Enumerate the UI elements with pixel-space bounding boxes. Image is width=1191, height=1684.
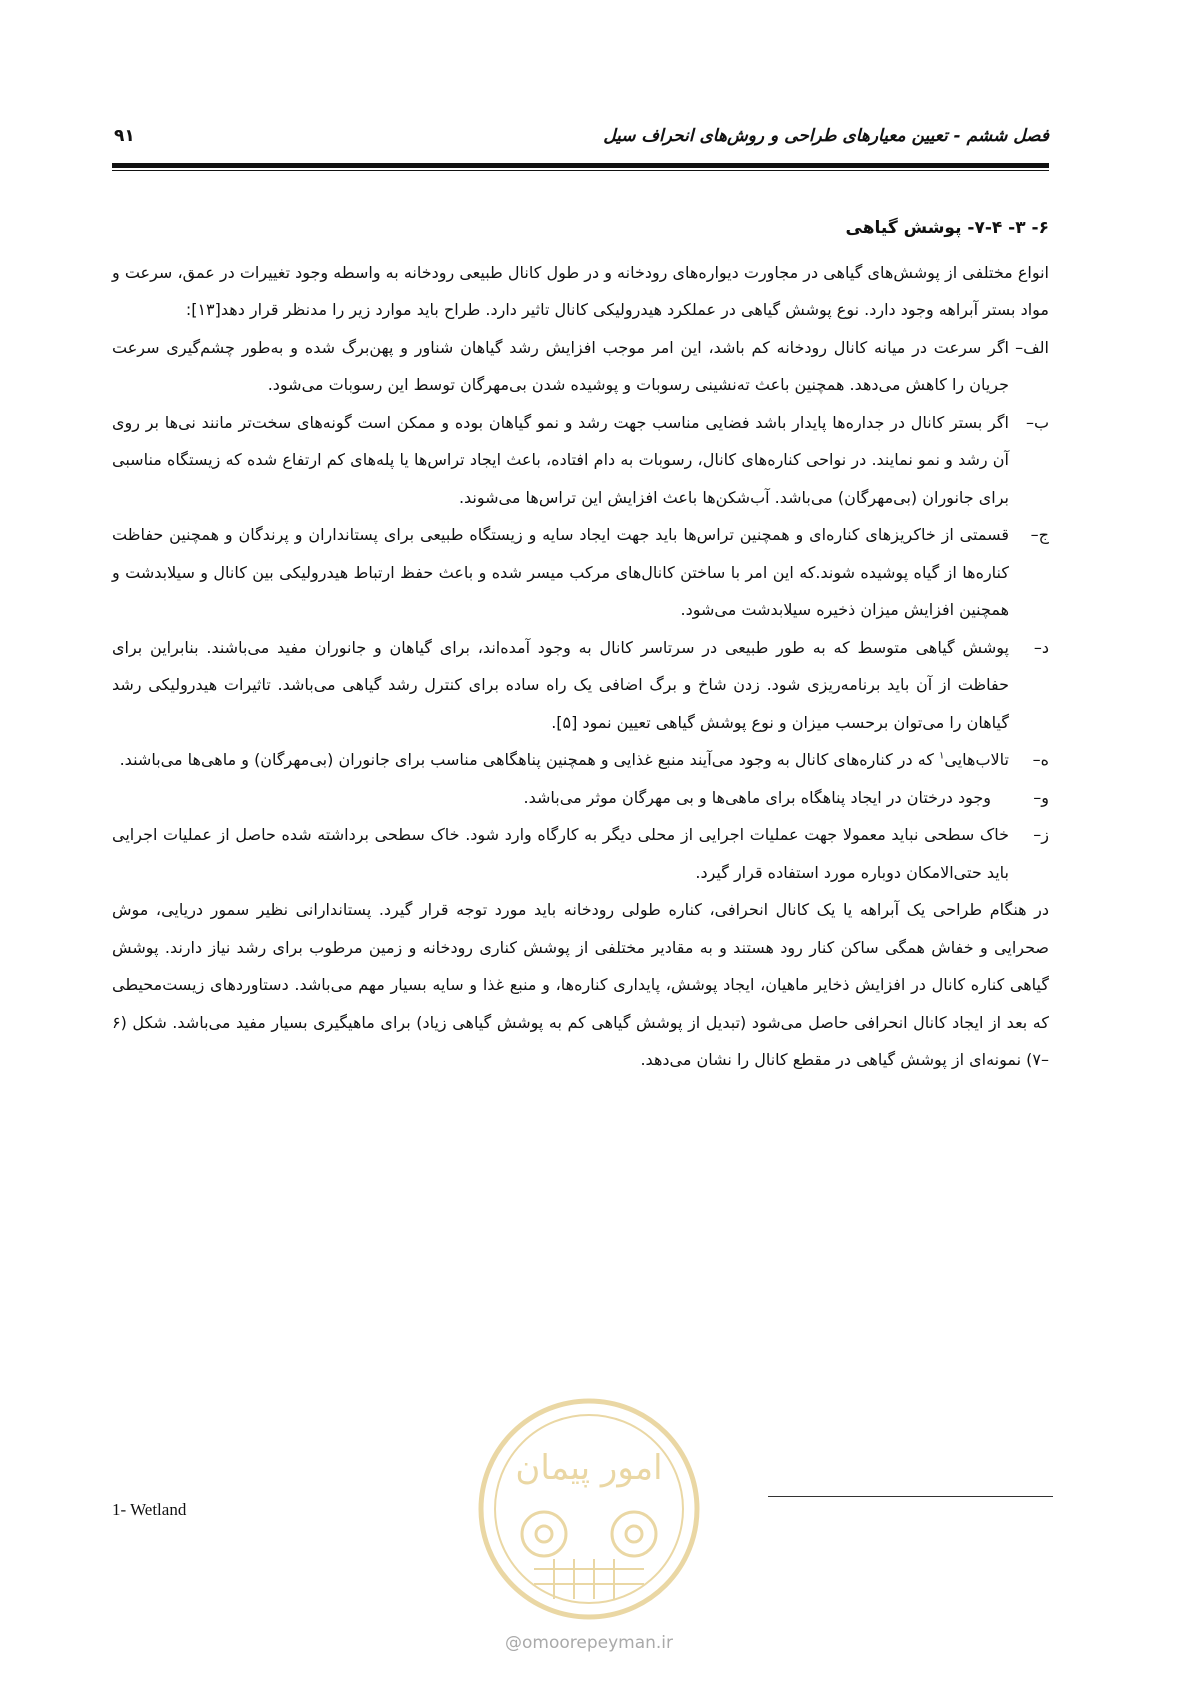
watermark-inner-ring [495, 1415, 683, 1603]
list-item [112, 816, 1049, 891]
list-item-text [112, 741, 1009, 779]
footnote-reference[interactable]: ۱ [939, 750, 945, 762]
wetland-term: تالاب‌هایی [944, 750, 1009, 769]
footnote: 1- Wetland [112, 1500, 187, 1519]
list-item [112, 779, 1049, 817]
list-item-label: د– [1033, 637, 1049, 657]
list-item-label: ه– [1032, 750, 1049, 769]
intro-paragraph: انواع مختلفی از پوشش‌های گیاهی در مجاورت دیواره‌های رودخانه و در طول کانال طبیعی رودخانه به واسطه وجود تغییرات در عمق، سرعت و مواد بستر آبراهه وجود دارد. نوع پوشش گیاهی در عملکرد هیدرولیکی کانال تاثیر دارد. طراح باید موارد زیر را مدنظر قرار دهد[۱۳]: [112, 262, 1049, 319]
list-item [112, 404, 1049, 517]
list-item-text: خاک سطحی نباید معمولا جهت عملیات اجرایی از محلی دیگر به کارگاه وارد شود. خاک سطحی برداشته شده حاصل از عملیات اجرایی باید حتی‌الامکان دوباره مورد استفاده قرار گیرد. [112, 825, 1009, 882]
list-item-text: قسمتی از خاکریزهای کناره‌ای و همچنین تراس‌ها باید جهت ایجاد سایه و زیستگاه طبیعی برای پستانداران و پرندگان و همچنین حفاظت کناره‌ها از گیاه پوشیده شوند.که این امر با ساختن کانال‌های مرکب میسر شده و باعث حفظ ارتباط هیدرولیکی بین کانال و سیلابدشت و همچنین افزایش میزان ذخیره سیلابدشت می‌شود. [112, 525, 1009, 619]
header-rule-thick [112, 163, 1049, 168]
watermark-logo [474, 1394, 704, 1624]
list-item-text: پوشش گیاهی متوسط که به طور طبیعی در سرتاسر کانال به وجود آمده‌اند، برای گیاهان و جانوران مفید می‌باشند. بنابراین برای حفاظت از آن باید برنامه‌ریزی شود. زدن شاخ و برگ اضافی یک راه ساده برای کنترل رشد گیاهی می‌باشد. تاثیرات هیدرولیکی رشد گیاهان را می‌توان برحسب میزان و نوع پوشش گیاهی تعیین نمود [۵]. [112, 637, 1009, 732]
page-number: ۹۱ [114, 126, 135, 146]
header-rule-thin [112, 170, 1049, 171]
list-item-text-rest: که در کناره‌های کانال به وجود می‌آیند منبع غذایی و همچنین پناهگاهی مناسب برای جانوران (بی‌مهرگان) و ماهی‌ها می‌باشند. [119, 750, 939, 769]
list-item-label: و– [1033, 787, 1049, 807]
list-item-label: ب– [1025, 412, 1049, 432]
list-item-label: ج– [1030, 525, 1049, 544]
main-content [112, 210, 1049, 1079]
section-heading: ۶- ۳- ۷-۴- پوشش گیاهی [845, 218, 1049, 238]
list-item-text: اگر سرعت در میانه کانال رودخانه کم باشد، این امر موجب افزایش رشد گیاهان شناور و پهن‌برگ شده و به‌طور چشم‌گیری سرعت جریان را کاهش می‌دهد. همچنین باعث ته‌نشینی رسوبات و پوشیده شدن بی‌مهرگان توسط این رسوبات می‌شود. [112, 337, 1009, 394]
list-item [112, 629, 1049, 742]
grid-icon [534, 1559, 644, 1599]
footnote-separator [768, 1496, 1053, 1497]
list-item-label: الف– [1015, 337, 1049, 357]
list-item [112, 741, 1049, 779]
watermark-url: @omoorepeyman.ir [504, 1633, 674, 1653]
list-item [112, 329, 1049, 404]
list-item-text: وجود درختان در ایجاد پناهگاه برای ماهی‌ها و بی مهرگان موثر می‌باشد. [523, 787, 991, 807]
list-item-label: ز– [1033, 825, 1049, 844]
gear-icon [522, 1512, 656, 1556]
watermark-logo-text: امور پیمان [515, 1448, 663, 1488]
chapter-title: فصل ششم - تعیین معیارهای طراحی و روش‌های انحراف سیل [603, 126, 1049, 146]
list-item [112, 516, 1049, 629]
page-header [112, 120, 1049, 160]
list-item-text: اگر بستر کانال در جداره‌ها پایدار باشد فضایی مناسب جهت رشد و نمو گیاهان بوده و ممکن است گونه‌های سخت‌تر مانند نی‌ها بر روی آن رشد و نمو نمایند. در نواحی کناره‌های کانال، رسوبات به دام افتاده، باعث ایجاد تراس‌ها یا پله‌های کم ارتفاع شده که زیستگاه مناسبی برای جانوران (بی‌مهرگان) می‌باشد. آب‌شکن‌ها باعث افزایش این تراس‌ها می‌شوند. [112, 412, 1009, 507]
closing-paragraph: در هنگام طراحی یک آبراهه یا یک کانال انحرافی، کناره طولی رودخانه باید مورد توجه قرار گیرد. پستاندارانی نظیر سمور دریایی، موش صحرایی و خفاش همگی ساکن کنار رود هستند و به مقادیر مختلفی از پوشش کناری رودخانه و زمین مرطوب برای رشد نیاز دارند. پوشش گیاهی کناره کانال در افزایش ذخایر ماهیان، ایجاد پوشش، پایداری کناره‌ها، و منبع غذا و سایه بسیار مهم می‌باشد. دستاوردهای زیست‌محیطی که بعد از ایجاد کانال انحرافی حاصل می‌شود (تبدیل از پوشش گیاهی کم به پوشش گیاهی زیاد) برای ماهیگیری بسیار مفید می‌باشد. شکل (۶ –۷) نمونه‌ای از پوشش گیاهی در مقطع کانال را نشان می‌دهد. [112, 900, 1049, 1069]
